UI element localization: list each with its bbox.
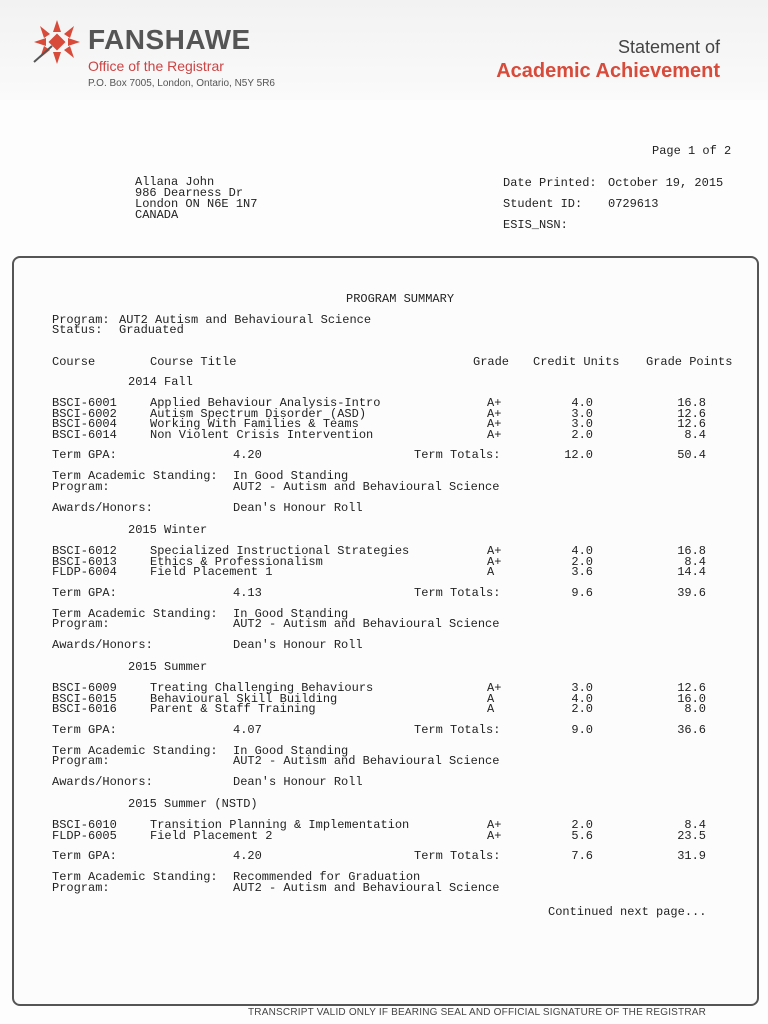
course-title: Working With Families & Teams <box>150 417 359 432</box>
term-total-points: 36.6 <box>677 722 706 737</box>
term-program-label: Program: <box>52 880 110 895</box>
program-value: AUT2 Autism and Behavioural Science <box>119 313 372 327</box>
course-credits: 4.0 <box>571 691 593 706</box>
course-credits: 4.0 <box>571 544 593 558</box>
term-name: 2015 Summer (NSTD) <box>128 797 258 811</box>
course-code: BSCI-6015 <box>52 691 117 706</box>
awards-value: Dean's Honour Roll <box>233 501 363 515</box>
term-name: 2015 Summer <box>128 660 208 674</box>
course-title: Non Violent Crisis Intervention <box>150 427 374 442</box>
col-course: Course <box>52 355 96 369</box>
course-title: Field Placement 2 <box>150 828 273 843</box>
course-credits: 2.0 <box>571 554 593 569</box>
course-code: FLDP-6005 <box>52 828 117 843</box>
course-code: BSCI-6004 <box>52 417 117 432</box>
course-title: Ethics & Professionalism <box>150 554 323 569</box>
standing-value: In Good Standing <box>233 743 349 758</box>
awards-label: Awards/Honors: <box>52 638 153 653</box>
course-code: BSCI-6010 <box>52 818 117 832</box>
course-points: 16.8 <box>677 544 706 558</box>
course-code: BSCI-6002 <box>52 406 117 421</box>
course-points: 8.4 <box>684 818 706 832</box>
footer-notice: TRANSCRIPT VALID ONLY IF BEARING SEAL AND OFFICIAL SIGNATURE OF THE REGISTRAR <box>248 1007 707 1018</box>
brand-name: FANSHAWE <box>88 24 251 55</box>
course-grade: A+ <box>487 681 502 695</box>
continued-note: Continued next page... <box>548 905 707 919</box>
term-gpa-value: 4.20 <box>233 849 262 864</box>
course-code: BSCI-6009 <box>52 681 117 695</box>
course-code: BSCI-6016 <box>52 702 117 717</box>
course-code: FLDP-6004 <box>52 565 117 580</box>
term-gpa-value: 4.20 <box>233 448 262 463</box>
col-points: Grade Points <box>646 355 733 369</box>
recipient-country: CANADA <box>135 208 179 222</box>
course-grade: A+ <box>487 427 502 442</box>
course-grade: A+ <box>487 554 502 569</box>
statement-title: Academic Achievement <box>496 60 720 82</box>
course-points: 16.0 <box>677 691 706 706</box>
summary-title: PROGRAM SUMMARY <box>346 292 455 306</box>
student-id-label: Student ID: <box>503 197 583 211</box>
term-gpa-label: Term GPA: <box>52 585 117 600</box>
term-program-label: Program: <box>52 480 110 494</box>
course-grade: A+ <box>487 828 502 843</box>
course-points: 8.0 <box>684 702 706 717</box>
standing-value: In Good Standing <box>233 606 349 621</box>
course-code: BSCI-6001 <box>52 396 117 410</box>
term-program-value: AUT2 - Autism and Behavioural Science <box>233 480 500 494</box>
term-program-label: Program: <box>52 754 110 769</box>
col-title: Course Title <box>150 355 237 369</box>
page-number: Page 1 of 2 <box>652 144 732 158</box>
course-points: 16.8 <box>677 396 706 410</box>
term-name: 2015 Winter <box>128 523 208 537</box>
course-grade: A+ <box>487 417 502 432</box>
term-total-credits: 7.6 <box>571 849 593 864</box>
course-points: 8.4 <box>684 427 706 442</box>
term-name: 2014 Fall <box>128 375 193 389</box>
course-credits: 3.0 <box>571 417 593 432</box>
course-title: Autism Spectrum Disorder (ASD) <box>150 406 367 421</box>
term-totals-label: Term Totals: <box>414 722 501 737</box>
term-total-points: 39.6 <box>677 585 706 600</box>
course-title: Transition Planning & Implementation <box>150 818 410 832</box>
awards-value: Dean's Honour Roll <box>233 775 363 790</box>
course-title: Behavioural Skill Building <box>150 691 338 706</box>
recipient-street: 986 Dearness Dr <box>135 186 244 200</box>
office-address: P.O. Box 7005, London, Ontario, N5Y 5R6 <box>88 78 275 89</box>
col-grade: Grade <box>473 355 510 369</box>
course-credits: 3.6 <box>571 565 593 580</box>
standing-label: Term Academic Standing: <box>52 469 218 484</box>
standing-label: Term Academic Standing: <box>52 870 218 885</box>
course-grade: A <box>487 702 495 717</box>
course-title: Applied Behaviour Analysis-Intro <box>150 396 381 410</box>
term-total-credits: 12.0 <box>564 448 593 463</box>
course-points: 8.4 <box>684 554 706 569</box>
term-totals-label: Term Totals: <box>414 585 501 600</box>
term-gpa-value: 4.07 <box>233 722 262 737</box>
term-total-credits: 9.0 <box>571 722 593 737</box>
term-totals-label: Term Totals: <box>414 849 501 864</box>
program-label: Program: <box>52 313 110 327</box>
course-points: 12.6 <box>677 681 706 695</box>
statement-of: Statement of <box>617 37 720 57</box>
course-points: 12.6 <box>677 417 706 432</box>
term-gpa-label: Term GPA: <box>52 448 117 463</box>
awards-label: Awards/Honors: <box>52 775 153 790</box>
term-total-credits: 9.6 <box>571 585 593 600</box>
course-grade: A+ <box>487 406 502 421</box>
letterhead <box>0 0 768 100</box>
office-name: Office of the Registrar <box>88 58 224 74</box>
awards-label: Awards/Honors: <box>52 501 153 515</box>
date-label: Date Printed: <box>503 176 597 190</box>
course-title: Treating Challenging Behaviours <box>150 681 374 695</box>
course-title: Parent & Staff Training <box>150 702 316 717</box>
term-program-label: Program: <box>52 617 110 632</box>
col-credits: Credit Units <box>533 355 620 369</box>
course-title: Specialized Instructional Strategies <box>150 544 410 558</box>
standing-label: Term Academic Standing: <box>52 743 218 758</box>
term-totals-label: Term Totals: <box>414 448 501 463</box>
standing-value: In Good Standing <box>233 469 349 484</box>
course-credits: 4.0 <box>571 396 593 410</box>
esis-label: ESIS_NSN: <box>503 218 568 232</box>
term-gpa-label: Term GPA: <box>52 722 117 737</box>
course-credits: 3.0 <box>571 681 593 695</box>
course-credits: 2.0 <box>571 702 593 717</box>
course-credits: 3.0 <box>571 406 593 421</box>
recipient-name: Allana John <box>135 175 215 189</box>
course-grade: A <box>487 691 495 706</box>
standing-label: Term Academic Standing: <box>52 606 218 621</box>
awards-value: Dean's Honour Roll <box>233 638 363 653</box>
course-points: 23.5 <box>677 828 706 843</box>
course-code: BSCI-6012 <box>52 544 117 558</box>
course-title: Field Placement 1 <box>150 565 273 580</box>
course-code: BSCI-6013 <box>52 554 117 569</box>
recipient-city: London ON N6E 1N7 <box>135 197 258 211</box>
term-total-points: 31.9 <box>677 849 706 864</box>
status-label: Status: <box>52 323 103 337</box>
course-credits: 2.0 <box>571 818 593 832</box>
student-id-value: 0729613 <box>608 197 659 211</box>
course-grade: A+ <box>487 818 502 832</box>
status-value: Graduated <box>119 323 184 337</box>
course-credits: 2.0 <box>571 427 593 442</box>
course-points: 12.6 <box>677 406 706 421</box>
term-program-value: AUT2 - Autism and Behavioural Science <box>233 880 500 895</box>
term-gpa-value: 4.13 <box>233 585 262 600</box>
term-program-value: AUT2 - Autism and Behavioural Science <box>233 617 500 632</box>
course-code: BSCI-6014 <box>52 427 117 442</box>
term-total-points: 50.4 <box>677 448 706 463</box>
course-points: 14.4 <box>677 565 706 580</box>
course-grade: A+ <box>487 396 502 410</box>
fanshawe-logo-icon <box>30 18 84 66</box>
course-credits: 5.6 <box>571 828 593 843</box>
term-program-value: AUT2 - Autism and Behavioural Science <box>233 754 500 769</box>
date-value: October 19, 2015 <box>608 176 724 190</box>
course-grade: A+ <box>487 544 502 558</box>
term-gpa-label: Term GPA: <box>52 849 117 864</box>
standing-value: Recommended for Graduation <box>233 870 421 885</box>
course-grade: A <box>487 565 495 580</box>
